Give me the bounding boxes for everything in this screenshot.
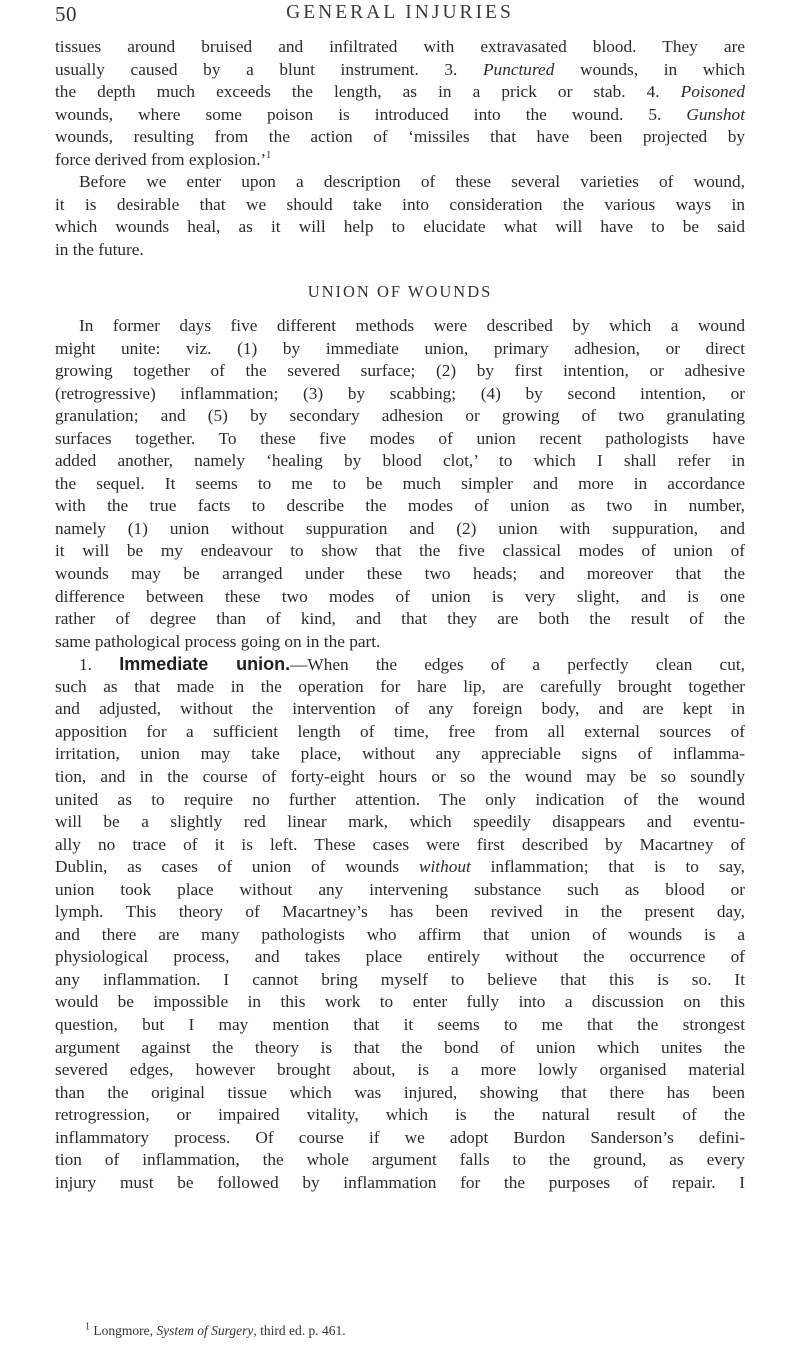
text-line: tissues around bruised and infiltrated with extravasated blood. They are [55,37,745,56]
text-line: tion, and in the course of forty-eight hours or so the wound may be so soundly [55,766,745,786]
text-line: united as to require no further attention. The only indication of the wound [55,789,745,809]
paragraph-introduction [55,171,745,261]
text-line: which wounds heal, as it will help to elucidate what will have to be said [55,217,745,237]
text-line: might unite: viz. (1) by immediate union, primary adhesion, or direct [55,338,745,358]
running-title: GENERAL INJURIES [286,2,514,23]
text-line: and adjusted, without the intervention of any foreign body, and are kept in [55,699,745,719]
footnote-reference[interactable]: 1 [266,149,272,161]
text-line: injury must be followed by inflammation for the purposes of repair. I [55,1172,745,1192]
text-line: retrogression, or impaired vitality, which is the natural result of the [55,1105,745,1125]
text-line: will be a slightly red linear mark, which speedily disappears and eventu- [55,812,745,832]
text-line: growing together of the severed surface; (2) by first intention, or adhesive [55,361,745,381]
text-line: difference between these two modes of union is very slight, and is one [55,586,745,606]
text-line: such as that made in the operation for hare lip, are carefully brought together [55,676,745,696]
text-line: with the true facts to describe the modes of union as two in number, [55,496,745,516]
text-line: granulation; and (5) by secondary adhesion or growing of two granulating [55,406,745,426]
text-line: (retrogressive) inflammation; (3) by scabbing; (4) by second intention, or [55,383,745,403]
section-heading: UNION OF WOUNDS [307,282,493,302]
text-line: severed edges, however brought about, is a more lowly organised material [55,1060,745,1080]
footnote: $^1$ Longmore, System of Surgery, third ed. p. 461. [85,1321,346,1338]
text-line: lymph. This theory of Macartney’s has been revived in the present day, [55,902,745,922]
body-text [55,36,745,1194]
text-line: same pathological process going on in the part. [55,631,381,651]
text-line: in the future. [55,239,144,259]
footnote-work-title: System of Surgery [156,1323,254,1338]
text-line: the depth much exceeds the length, as in a prick or stab. 4. Poisoned [55,82,745,102]
text-line: would be impossible in this work to enter fully into a discussion on this [55,992,745,1012]
text-line: wounds, resulting from the action of ‘missiles that have been projected by [55,127,745,147]
text-line: Dublin, as cases of union of wounds without inflammation; that is to say, [55,857,745,877]
paragraph-wound-types [55,36,745,171]
text-line: it will be my endeavour to show that the five classical modes of union of [55,541,745,561]
footnote-marker: 1 [85,1321,90,1333]
running-head [55,2,745,36]
page-number: 50 [55,2,77,26]
text-line: rather of degree than of kind, and that they are both the result of the [55,609,745,629]
text-line: any inflammation. I cannot bring myself to believe that this is so. It [55,969,745,989]
text-line: argument against the theory is that the bond of union which unites the [55,1037,745,1057]
text-line: 1. Immediate union.—When the edges of a perfectly clean cut, [79,654,745,675]
text-line: namely (1) union without suppuration and (2) union with suppuration, and [55,518,745,538]
text-line: wounds may be arranged under these two heads; and moreover that the [55,564,745,584]
text-line: tion of inflammation, the whole argument falls to the ground, as every [55,1150,745,1170]
paragraph-heading: Immediate union. [119,654,291,675]
text-line: union took place without any intervening substance such as blood or [55,879,745,899]
paragraph-immediate-union [55,653,745,1194]
text-line: In former days five different methods were described by which a wound [79,316,745,336]
text-line: inflammatory process. Of course if we adopt Burdon Sanderson’s defini- [55,1127,745,1147]
text-line: it is desirable that we should take into consideration the various ways in [55,194,745,214]
text-line: usually caused by a blunt instrument. 3. Punctured wounds, in which [55,59,745,79]
text-line: irritation, union may take place, without any appreciable signs of inflamma- [55,744,745,764]
text-line: wounds, where some poison is introduced into the wound. 5. Gunshot [55,104,745,124]
text-line: added another, namely ‘healing by blood clot,’ to which I shall refer in [55,451,745,471]
text-line: the sequel. It seems to me to be much simpler and more in accordance [55,473,745,493]
text-line: ally no trace of it is left. These cases were first described by Macartney of [55,834,745,854]
text-line: and there are many pathologists who affirm that union of wounds is a [55,924,745,944]
text-line: surfaces together. To these five modes of union recent pathologists have [55,428,745,448]
paragraph-methods-of-union [55,315,745,653]
text-line: force derived from explosion.’$^1$ [55,149,272,169]
text-line: Before we enter upon a description of these several varieties of wound, [79,172,745,192]
text-line: question, but I may mention that it seems to me that the strongest [55,1014,745,1034]
text-line: physiological process, and takes place entirely without the occurrence of [55,947,745,967]
text-line: than the original tissue which was injured, showing that there has been [55,1082,745,1102]
text-line: apposition for a sufficient length of time, free from all external sources of [55,721,745,741]
